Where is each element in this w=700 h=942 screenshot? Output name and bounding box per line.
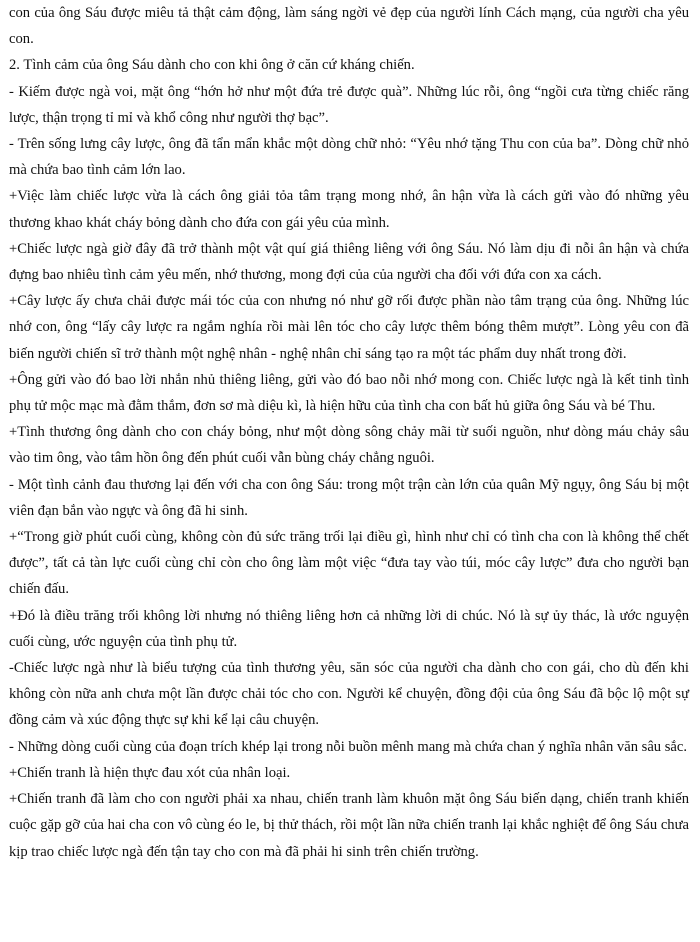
paragraph-closing-lines: - Những dòng cuối cùng của đoạn trích khép lại trong nỗi buồn mênh mang mà chứa chan ý nghĩa nhân văn sâu sắc. — [9, 738, 688, 755]
paragraph-ivory-found: - Kiếm được ngà voi, mặt ông “hớn hở như một đứa trẻ được quà”. Những lúc rỗi, ông “ngồi cưa từng chiếc răng lược, thận trọng tỉ mỉ và khổ công như người thợ bạc”. — [9, 83, 689, 126]
paragraph-war-consequences: +Chiến tranh đã làm cho con người phải xa nhau, chiến tranh làm khuôn mặt ông Sáu biến dạng, chiến tranh khiến cuộc gặp gỡ của hai cha con vô cùng éo le, bị thử thách, rồi một lần nữa chiến tranh lại khắc nghiệt để ông Sáu chưa kịp trao chiếc lược ngà đến tận tay cho con mà đã phải hi sinh trên chiến trường. — [9, 791, 689, 860]
paragraph-precious-object: +Chiếc lược ngà giờ đây đã trở thành một vật quí giá thiêng liêng với ông Sáu. Nó làm dịu đi nỗi ân hận và chứa đựng bao nhiêu tình cảm yêu mến, nhớ thương, mong đợi của của người cha đối với đứa con xa cách. — [9, 240, 689, 284]
section-heading-2: 2. Tình cảm của ông Sáu dành cho con khi ông ở căn cứ kháng chiến. — [9, 57, 415, 74]
paragraph-wordless-will: +Đó là điều trăng trối không lời nhưng nó thiêng liêng hơn cả những lời di chúc. Nó là sự ủy thác, là ước nguyện cuối cùng, ước nguyện của tình phụ tử. — [9, 607, 689, 650]
paragraph-burning-love: +Tình thương ông dành cho con cháy bỏng, như một dòng sông chảy mãi từ suối nguồn, như dòng máu chảy sâu vào tim ông, vào tâm hồn ông đến phút cuối vẫn bùng cháy chẳng nguôi. — [9, 424, 689, 467]
paragraph-sacrifice: - Một tình cảnh đau thương lại đến với cha con ông Sáu: trong một trận càn lớn của quân Mỹ ngụy, ông Sáu bị một viên đạn bắn vào ngực và ông đã hi sinh. — [9, 476, 689, 519]
document-body — [9, 0, 689, 865]
paragraph-war-reality: +Chiến tranh là hiện thực đau xót của nhân loại. — [9, 764, 291, 781]
paragraph-crystallized-love: +Ông gửi vào đó bao lời nhắn nhủ thiêng liêng, gửi vào đó bao nỗi nhớ mong con. Chiếc lược ngà là kết tinh tình phụ tử mộc mạc mà đằm thắm, đơn sơ mà diệu kì, là hiện hữu của tình cha con bất hủ giữa ông Sáu và bé Thu. — [9, 371, 689, 415]
paragraph-making-comb: +Việc làm chiếc lược vừa là cách ông giải tỏa tâm trạng mong nhớ, ân hận vừa là cách gửi vào đó những yêu thương khao khát cháy bỏng dành cho đứa con gái yêu của mình. — [9, 188, 689, 231]
paragraph-comb-consolation: +Cây lược ấy chưa chải được mái tóc của con nhưng nó như gỡ rối được phần nào tâm trạng của ông. Những lúc nhớ con, ông “lấy cây lược ra ngắm nghía rồi mài lên tóc cho cây lược thêm bóng thêm mượt”. Lòng yêu con đã biến người chiến sĩ trở thành một nghệ nhân - nghệ nhân chỉ sáng tạo ra một tác phẩm duy nhất trong đời. — [9, 293, 689, 362]
paragraph-last-moments: +“Trong giờ phút cuối cùng, không còn đủ sức trăng trối lại điều gì, hình như chỉ có tình cha con là không thể chết được”, tất cả tàn lực cuối cùng chỉ còn cho ông làm một việc “đưa tay vào túi, móc cây lược” đưa cho người bạn chiến đấu. — [9, 529, 689, 598]
paragraph-intro-continuation: con của ông Sáu được miêu tả thật cảm động, làm sáng ngời vẻ đẹp của người lính Cách mạng, của người cha yêu con. — [9, 5, 689, 48]
paragraph-symbol: -Chiếc lược ngà như là biểu tượng của tình thương yêu, săn sóc của người cha dành cho con gái, cho dù đến khi không còn nữa anh chưa một lần được chải tóc cho con. Người kể chuyện, đồng đội của ông Sáu đã bộc lộ một sự đồng cảm và xúc động thực sự khi kể lại câu chuyện. — [9, 660, 689, 729]
paragraph-engraving: - Trên sống lưng cây lược, ông đã tẩn mẩn khắc một dòng chữ nhỏ: “Yêu nhớ tặng Thu con của ba”. Dòng chữ nhỏ mà chứa bao tình cảm lớn lao. — [9, 136, 689, 179]
